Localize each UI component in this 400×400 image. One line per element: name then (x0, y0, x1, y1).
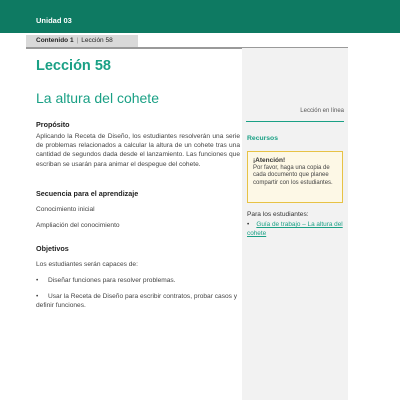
objective-item (36, 276, 240, 285)
breadcrumb-content: Contenido 1 (36, 37, 74, 44)
lesson-number: Lección 58 (36, 58, 111, 74)
objectives-heading: Objetivos (36, 244, 69, 253)
bullet-icon: • (36, 293, 39, 300)
bullet-icon: • (36, 277, 39, 284)
students-label: Para los estudiantes: (247, 211, 309, 218)
attention-title: ¡Atención! (253, 157, 286, 164)
sequence-item: Conocimiento inicial (36, 206, 95, 213)
purpose-heading: Propósito (36, 120, 70, 129)
objective-text: Usar la Receta de Diseño para escribir contratos, probar casos y definir funciones. (36, 293, 238, 310)
students-resource-item (247, 221, 343, 238)
sidebar-divider (246, 121, 344, 122)
unit-label: Unidad 03 (36, 16, 72, 25)
objective-text: Diseñar funciones para resolver problemas. (48, 277, 176, 284)
resources-heading: Recursos (247, 135, 278, 142)
objectives-intro: Los estudiantes serán capaces de: (36, 261, 138, 268)
objective-item (36, 292, 240, 310)
breadcrumb-lesson: Lección 58 (81, 37, 113, 44)
bullet-icon: • (247, 221, 250, 228)
online-lesson-link[interactable]: Lección en línea (300, 108, 344, 114)
attention-text: Por favor, haga una copia de cada documento que planee compartir con los estudiantes. (253, 165, 333, 186)
purpose-text: Aplicando la Receta de Diseño, los estudiantes resolverán una serie de problemas relacionados a calcular la altura de un cohete tras una cantidad de segundos dada desde el lanzamiento. Las funciones que escriban se usarán para animar el despegue del cohete. (36, 133, 240, 168)
guide-link[interactable]: Guía de trabajo – La altura del cohete (247, 221, 343, 237)
breadcrumb (36, 37, 113, 44)
attention-box (247, 151, 343, 203)
breadcrumb-separator: | (76, 37, 79, 44)
lesson-title: La altura del cohete (36, 90, 159, 106)
sequence-item: Ampliación del conocimiento (36, 222, 120, 229)
sequence-heading: Secuencia para el aprendizaje (36, 189, 139, 198)
